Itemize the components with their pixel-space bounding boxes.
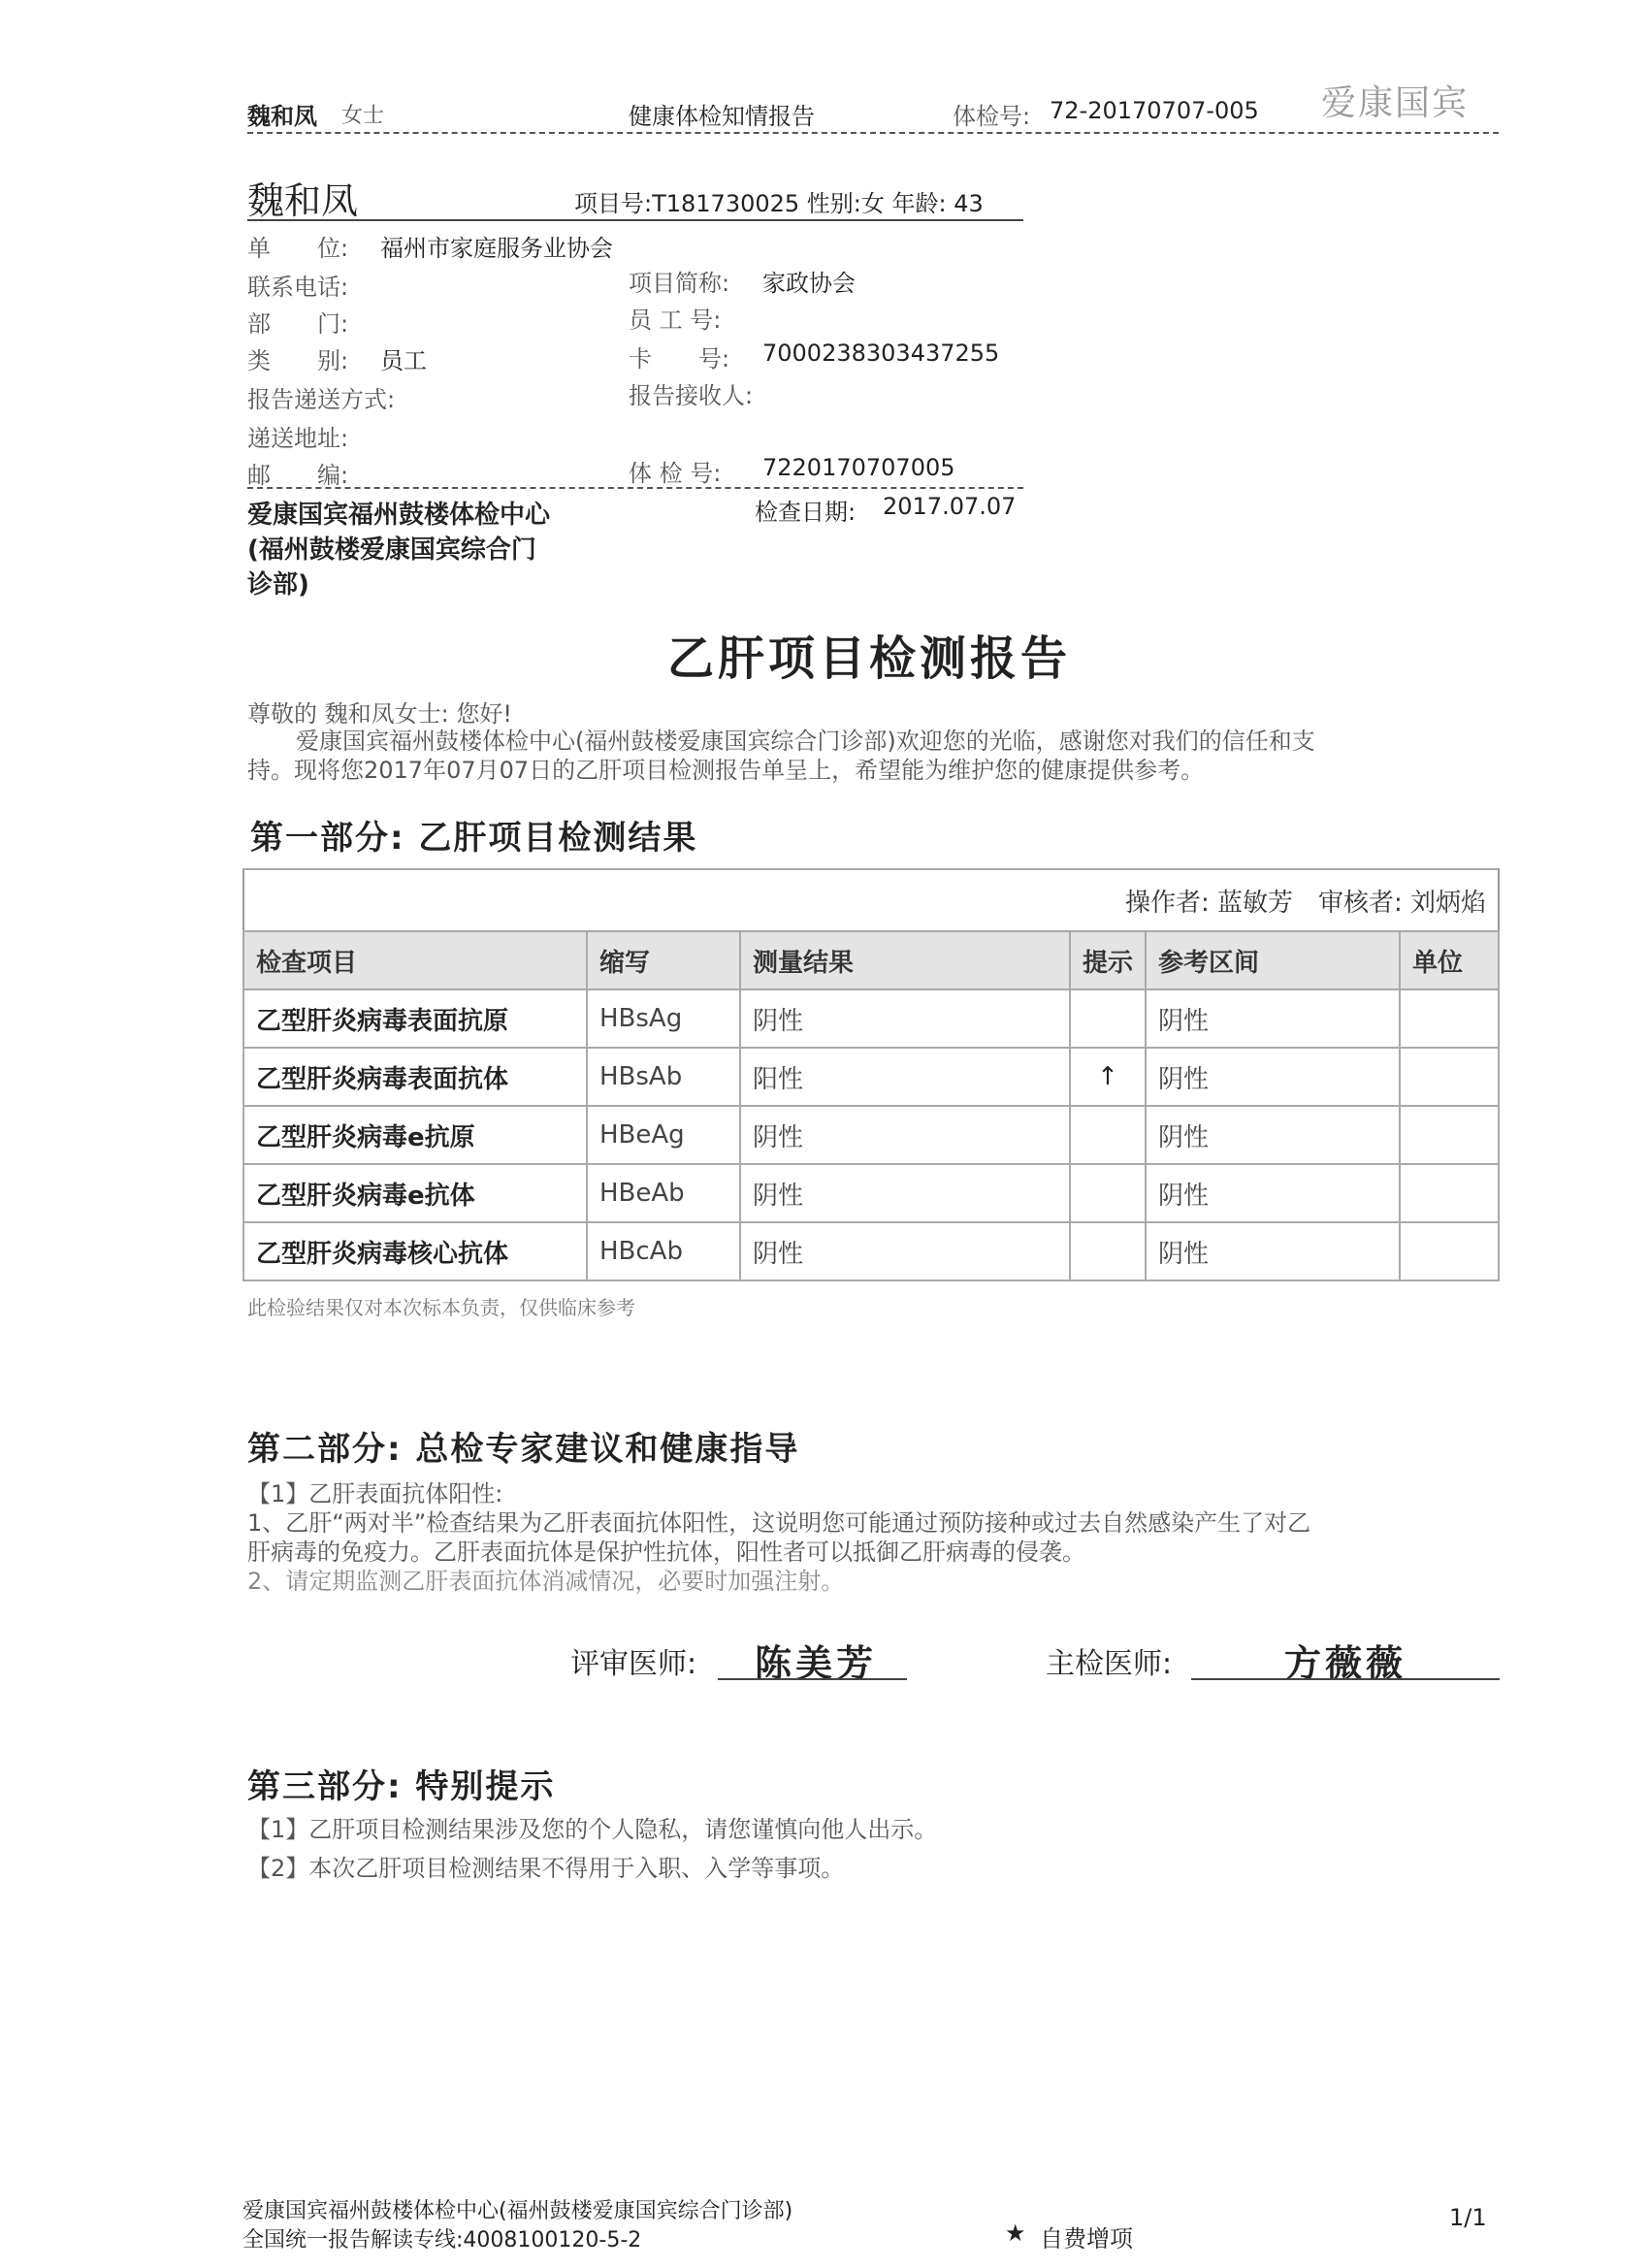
greeting-body-line2: 持。现将您2017年07月07日的乙肝项目检测报告单呈上，希望能为维护您的健康提供参考。	[247, 757, 1205, 784]
cell-ref: 阴性	[1146, 1048, 1400, 1106]
cell-result: 阳性	[740, 1048, 1070, 1106]
phone-label: 联系电话:	[247, 274, 349, 301]
header-exam-no-label: 体检号:	[953, 103, 1031, 130]
cell-item: 乙型肝炎病毒表面抗体	[243, 1048, 587, 1106]
project-abbr-value: 家政协会	[762, 270, 856, 297]
cell-ref: 阴性	[1146, 989, 1400, 1048]
cell-item: 乙型肝炎病毒e抗体	[243, 1164, 587, 1222]
table-row	[243, 989, 1499, 1048]
chief-sign-line	[1191, 1678, 1500, 1680]
project-abbr-label: 项目简称:	[629, 270, 730, 297]
exam-date-value: 2017.07.07	[883, 493, 1017, 520]
table-row	[243, 1164, 1499, 1222]
chief-label: 主检医师:	[1046, 1647, 1173, 1681]
part2-line3: 2、请定期监测乙肝表面抗体消减情况，必要时加强注射。	[247, 1568, 845, 1595]
footer-center: 爱康国宾福州鼓楼体检中心(福州鼓楼爱康国宾综合门诊部)	[242, 2199, 793, 2223]
patient-name-large: 魏和凤	[247, 179, 359, 222]
cell-item: 乙型肝炎病毒核心抗体	[243, 1222, 587, 1280]
header-exam-no: 72-20170707-005	[1050, 97, 1259, 124]
cell-ref: 阴性	[1146, 1106, 1400, 1164]
col-header-abbr: 缩写	[587, 931, 740, 989]
info-top-divider	[247, 219, 1023, 221]
cell-abbr: HBsAb	[587, 1048, 740, 1106]
center-name-line2: (福州鼓楼爱康国宾综合门	[247, 535, 536, 565]
part2-item-title: 【1】乙肝表面抗体阳性:	[247, 1480, 503, 1507]
cell-ref: 阴性	[1146, 1164, 1400, 1222]
reviewer-label: 评审医师:	[570, 1647, 697, 1681]
cell-abbr: HBsAg	[587, 989, 740, 1048]
reviewer-sign-line	[718, 1678, 907, 1680]
cell-ref: 阴性	[1146, 1222, 1400, 1280]
header-honorific: 女士	[341, 104, 385, 128]
header-patient-name: 魏和凤	[247, 103, 317, 130]
category-value: 员工	[380, 347, 427, 374]
col-header-flag: 提示	[1070, 931, 1146, 989]
unit-label: 单 位:	[247, 235, 349, 262]
reviewer-signature: 陈美芳	[755, 1641, 878, 1685]
cell-abbr: HBeAg	[587, 1106, 740, 1164]
operator-reviewer: 操作者: 蓝敏芳 审核者: 刘炳焰	[243, 869, 1499, 931]
col-header-unit: 单位	[1400, 931, 1499, 989]
page-number: 1/1	[1449, 2204, 1487, 2231]
cell-result: 阴性	[740, 1164, 1070, 1222]
greeting-body-line1: 爱康国宾福州鼓楼体检中心(福州鼓楼爱康国宾综合门诊部)欢迎您的光临，感谢您对我们的信任和支	[296, 728, 1315, 755]
info-bottom-divider	[247, 487, 1023, 489]
recipient-label: 报告接收人:	[629, 382, 754, 409]
table-header-row	[243, 931, 1499, 989]
brand-logo-text: 爱康国宾	[1321, 83, 1470, 123]
part3-heading: 第三部分: 特别提示	[247, 1767, 556, 1806]
cell-result: 阴性	[740, 1222, 1070, 1280]
results-note: 此检验结果仅对本次标本负责，仅供临床参考	[247, 1296, 635, 1319]
delivery-method-label: 报告递送方式:	[247, 386, 396, 413]
col-header-result: 测量结果	[740, 931, 1070, 989]
employee-no-label: 员 工 号:	[629, 307, 722, 334]
exam-id-value: 7220170707005	[762, 454, 955, 481]
cell-unit	[1400, 989, 1499, 1048]
report-title: 乙肝项目检测报告	[667, 632, 1072, 686]
part2-heading: 第二部分: 总检专家建议和健康指导	[247, 1430, 800, 1469]
category-label: 类 别:	[247, 347, 349, 374]
part2-line2: 肝病毒的免疫力。乙肝表面抗体是保护性抗体，阳性者可以抵御乙肝病毒的侵袭。	[247, 1539, 1085, 1566]
part3-line1: 【1】乙肝项目检测结果涉及您的个人隐私，请您谨慎向他人出示。	[247, 1816, 938, 1843]
cell-abbr: HBcAb	[587, 1222, 740, 1280]
card-label: 卡 号:	[629, 345, 730, 373]
part3-line2: 【2】本次乙肝项目检测结果不得用于入职、入学等事项。	[247, 1855, 845, 1882]
footer-hotline: 全国统一报告解读专线:4008100120-5-2	[242, 2228, 642, 2252]
cell-flag	[1070, 1106, 1146, 1164]
dept-label: 部 门:	[247, 310, 349, 338]
results-table	[242, 868, 1500, 1281]
chief-signature: 方薇薇	[1284, 1641, 1407, 1685]
center-name-line3: 诊部)	[247, 570, 309, 599]
table-row	[243, 1048, 1499, 1106]
project-line: 项目号:T181730025 性别:女 年龄: 43	[574, 190, 984, 217]
col-header-ref: 参考区间	[1146, 931, 1400, 989]
cell-unit	[1400, 1164, 1499, 1222]
cell-unit	[1400, 1048, 1499, 1106]
cell-flag	[1070, 989, 1146, 1048]
col-header-item: 检查项目	[243, 931, 587, 989]
address-label: 递送地址:	[247, 425, 349, 452]
exam-id-label: 体 检 号:	[629, 460, 722, 487]
header-report-type: 健康体检知情报告	[629, 103, 815, 130]
cell-result: 阴性	[740, 1106, 1070, 1164]
cell-flag	[1070, 1164, 1146, 1222]
star-icon: ★	[1005, 2219, 1026, 2247]
header-divider	[247, 132, 1499, 134]
up-arrow-flag: ↑	[1070, 1048, 1146, 1106]
center-name-line1: 爱康国宾福州鼓楼体检中心	[247, 501, 551, 530]
card-value: 7000238303437255	[762, 340, 1000, 367]
postcode-label: 邮 编:	[247, 462, 349, 489]
part1-heading: 第一部分: 乙肝项目检测结果	[250, 819, 698, 858]
table-row	[243, 1106, 1499, 1164]
operator-row	[243, 869, 1499, 931]
table-row	[243, 1222, 1499, 1280]
footer-self-pay: 自费增项	[1040, 2225, 1133, 2252]
cell-item: 乙型肝炎病毒e抗原	[243, 1106, 587, 1164]
cell-unit	[1400, 1106, 1499, 1164]
part2-line1: 1、乙肝“两对半”检查结果为乙肝表面抗体阳性，这说明您可能通过预防接种或过去自然感染产生了对乙	[247, 1509, 1311, 1537]
cell-flag	[1070, 1222, 1146, 1280]
cell-result: 阴性	[740, 989, 1070, 1048]
cell-unit	[1400, 1222, 1499, 1280]
exam-date-label: 检查日期:	[755, 499, 857, 526]
cell-item: 乙型肝炎病毒表面抗原	[243, 989, 587, 1048]
cell-abbr: HBeAb	[587, 1164, 740, 1222]
greeting-salutation: 尊敬的 魏和凤女士: 您好!	[247, 700, 512, 728]
unit-value: 福州市家庭服务业协会	[380, 235, 613, 262]
